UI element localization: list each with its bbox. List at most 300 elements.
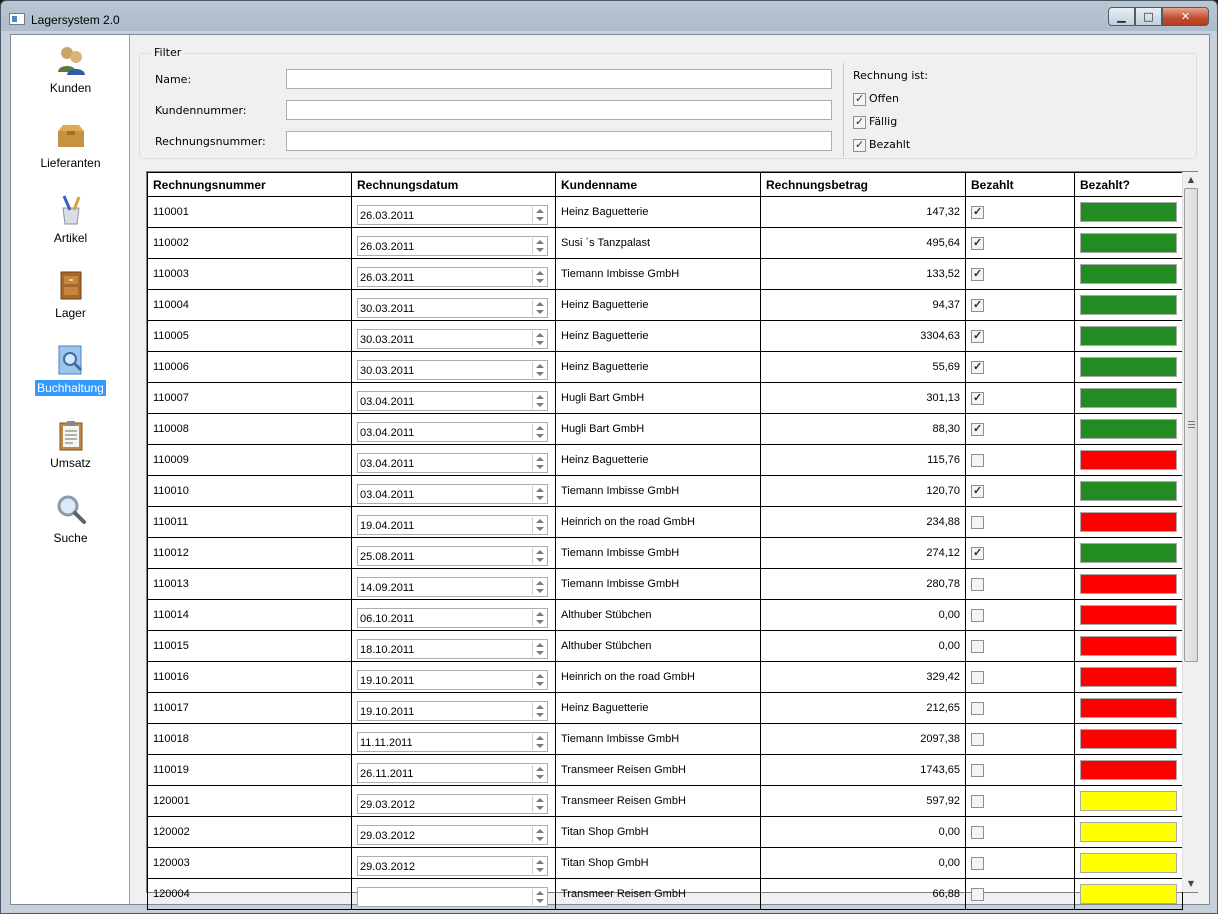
bezahlt-checkbox[interactable] [971,361,984,374]
cell-rechnungsbetrag: 55,69 [761,352,966,383]
date-spinner-icon[interactable] [532,548,546,564]
table-row[interactable] [148,879,1183,910]
date-input[interactable] [357,453,548,473]
status-indicator [1080,605,1177,625]
cell-rechnungsbetrag: 0,00 [761,848,966,879]
status-indicator [1080,512,1177,532]
scroll-thumb[interactable] [1184,188,1198,662]
bezahlt-checkbox[interactable] [971,888,984,901]
date-input[interactable] [357,484,548,504]
cell-kundenname: Althuber Stübchen [556,600,761,631]
cell-rechnungsbetrag: 0,00 [761,600,966,631]
cell-rechnungsnummer: 110012 [148,538,352,569]
checkbox-box[interactable] [853,93,866,106]
cell-kundenname: Susi ´s Tanzpalast [556,228,761,259]
date-input[interactable] [357,236,548,256]
filter-divider [843,63,844,157]
box-icon [55,119,87,151]
cell-rechnungsnummer: 110017 [148,693,352,724]
cell-status [1075,507,1183,538]
date-spinner-icon[interactable] [532,207,546,223]
sidebar-item-artikel[interactable] [11,190,130,260]
cell-status [1075,197,1183,228]
date-spinner-icon[interactable] [532,765,546,781]
status-indicator [1080,295,1177,315]
table-row[interactable] [148,693,1183,724]
table-row[interactable] [148,569,1183,600]
date-value: 26.03.2011 [360,210,415,222]
status-indicator [1080,326,1177,346]
date-input[interactable] [357,825,548,845]
date-value: 03.04.2011 [360,427,415,439]
faellig-checkbox[interactable] [853,115,897,129]
status-indicator [1080,853,1177,873]
cell-rechnungsbetrag: 0,00 [761,817,966,848]
date-input[interactable] [357,763,548,783]
cell-bezahlt [966,724,1075,755]
bezahlt-checkbox[interactable] [853,138,910,152]
window-controls [1108,7,1209,26]
status-indicator [1080,574,1177,594]
date-value: 25.08.2011 [360,551,415,563]
bezahlt-checkbox[interactable] [971,857,984,870]
cell-rechnungsnummer: 120001 [148,786,352,817]
date-spinner-icon[interactable] [532,858,546,874]
cell-status [1075,352,1183,383]
bezahlt-checkbox[interactable] [971,764,984,777]
status-indicator [1080,698,1177,718]
sidebar-item-suche[interactable] [11,490,130,560]
cell-rechnungsnummer: 110002 [148,228,352,259]
bezahlt-checkbox[interactable] [971,268,984,281]
date-spinner-icon[interactable] [532,331,546,347]
date-input[interactable] [357,360,548,380]
sidebar-item-buchhaltung[interactable] [11,340,130,410]
date-value: 19.04.2011 [360,520,415,532]
table-row[interactable] [148,352,1183,383]
date-input[interactable] [357,205,548,225]
date-spinner-icon[interactable] [532,734,546,750]
cell-rechnungsdatum [352,848,556,879]
cell-kundenname: Tiemann Imbisse GmbH [556,476,761,507]
status-indicator [1080,667,1177,687]
date-value: 26.03.2011 [360,272,415,284]
cell-status [1075,383,1183,414]
cell-status [1075,879,1183,910]
cell-rechnungsdatum [352,507,556,538]
column-header-rechnungsnummer[interactable]: Rechnungsnummer [148,173,352,197]
table-row[interactable] [148,445,1183,476]
table-body [148,197,1183,910]
date-spinner-icon[interactable] [532,641,546,657]
cell-kundenname: Tiemann Imbisse GmbH [556,724,761,755]
cell-rechnungsbetrag: 2097,38 [761,724,966,755]
date-input[interactable] [357,546,548,566]
cell-rechnungsbetrag: 3304,63 [761,321,966,352]
cell-rechnungsnummer: 110019 [148,755,352,786]
bezahlt-checkbox[interactable] [971,516,984,529]
cell-status [1075,662,1183,693]
cell-status [1075,569,1183,600]
table-row[interactable] [148,817,1183,848]
cell-bezahlt [966,631,1075,662]
sidebar-item-lieferanten[interactable] [11,115,130,185]
sidebar-item-label: Buchhaltung [37,381,104,395]
date-input[interactable] [357,701,548,721]
status-indicator [1080,822,1177,842]
kundennummer-label: Kundennummer: [155,104,247,117]
cell-kundenname: Transmeer Reisen GmbH [556,755,761,786]
name-input[interactable] [286,69,832,89]
cell-rechnungsdatum [352,693,556,724]
status-indicator [1080,543,1177,563]
cell-status [1075,817,1183,848]
cell-kundenname: Heinz Baguetterie [556,693,761,724]
date-input[interactable] [357,577,548,597]
table-row[interactable] [148,662,1183,693]
table-row[interactable] [148,383,1183,414]
offen-checkbox[interactable] [853,92,899,106]
date-value: 26.11.2011 [360,768,414,780]
cell-bezahlt [966,662,1075,693]
cell-status [1075,228,1183,259]
date-spinner-icon[interactable] [532,703,546,719]
bezahlt-checkbox[interactable] [971,299,984,312]
cell-rechnungsnummer: 120002 [148,817,352,848]
cell-kundenname: Heinz Baguetterie [556,352,761,383]
date-spinner-icon[interactable] [532,579,546,595]
date-input[interactable] [357,670,548,690]
sidebar-item-label: Lieferanten [40,156,101,170]
bezahlt-checkbox[interactable] [971,640,984,653]
date-input[interactable] [357,794,548,814]
cell-rechnungsbetrag: 88,30 [761,414,966,445]
cell-rechnungsbetrag: 66,88 [761,879,966,910]
table-row[interactable] [148,600,1183,631]
date-input[interactable] [357,329,548,349]
table-row[interactable] [148,414,1183,445]
bezahlt-checkbox[interactable] [971,237,984,250]
date-spinner-icon[interactable] [532,393,546,409]
date-spinner-icon[interactable] [532,486,546,502]
cell-bezahlt [966,414,1075,445]
table-row[interactable] [148,228,1183,259]
date-spinner-icon[interactable] [532,889,546,905]
status-indicator [1080,202,1177,222]
bezahlt-checkbox[interactable] [971,423,984,436]
bezahlt-checkbox[interactable] [971,795,984,808]
scroll-up-arrow[interactable]: ▲ [1187,175,1195,184]
table-row[interactable] [148,786,1183,817]
sidebar-item-label: Umsatz [50,456,91,470]
cell-status [1075,631,1183,662]
date-value: 18.10.2011 [360,644,415,656]
cell-rechnungsbetrag: 115,76 [761,445,966,476]
cell-rechnungsbetrag: 212,65 [761,693,966,724]
bezahlt-checkbox[interactable] [971,578,984,591]
date-spinner-icon[interactable] [532,517,546,533]
date-spinner-icon[interactable] [532,238,546,254]
cell-kundenname: Transmeer Reisen GmbH [556,879,761,910]
column-header-rechnungsdatum[interactable]: Rechnungsdatum [352,173,556,197]
cell-rechnungsnummer: 120003 [148,848,352,879]
cell-rechnungsdatum [352,662,556,693]
date-input[interactable] [357,608,548,628]
column-header-rechnungsbetrag[interactable]: Rechnungsbetrag [761,173,966,197]
table-row[interactable] [148,197,1183,228]
column-header-bezahlt[interactable]: Bezahlt [966,173,1075,197]
cell-kundenname: Titan Shop GmbH [556,848,761,879]
cell-rechnungsbetrag: 234,88 [761,507,966,538]
date-value: 30.03.2011 [360,303,415,315]
cell-rechnungsbetrag: 495,64 [761,228,966,259]
cell-rechnungsbetrag: 147,32 [761,197,966,228]
cell-kundenname: Heinz Baguetterie [556,321,761,352]
cell-kundenname: Titan Shop GmbH [556,817,761,848]
ledger-icon [55,344,87,376]
date-value: 29.03.2012 [360,799,416,811]
sidebar-item-umsatz[interactable] [11,415,130,485]
bezahlt-checkbox[interactable] [971,454,984,467]
date-spinner-icon[interactable] [532,424,546,440]
cell-status [1075,414,1183,445]
date-input[interactable] [357,422,548,442]
cell-rechnungsnummer: 110013 [148,569,352,600]
app-icon [9,13,25,25]
cell-rechnungsdatum [352,786,556,817]
date-value: 29.03.2012 [360,830,416,842]
rechnungsnummer-input[interactable] [286,131,832,151]
cell-kundenname: Tiemann Imbisse GmbH [556,259,761,290]
window-title: Lagersystem 2.0 [31,13,120,27]
bezahlt-checkbox[interactable] [971,671,984,684]
cell-rechnungsbetrag: 329,42 [761,662,966,693]
date-value: 14.09.2011 [360,582,415,594]
cell-rechnungsdatum [352,321,556,352]
bezahlt-checkbox[interactable] [971,206,984,219]
status-indicator [1080,884,1177,904]
cell-rechnungsbetrag: 280,78 [761,569,966,600]
cell-rechnungsbetrag: 1743,65 [761,755,966,786]
title-bar[interactable] [1,1,1217,34]
name-label: Name: [155,73,192,86]
rechnung-ist-label: Rechnung ist: [853,69,929,82]
date-input[interactable] [357,856,548,876]
date-value: 30.03.2011 [360,365,415,377]
cell-rechnungsnummer: 110009 [148,445,352,476]
cell-status [1075,259,1183,290]
cell-status [1075,476,1183,507]
cell-bezahlt [966,476,1075,507]
table-row[interactable] [148,538,1183,569]
cell-bezahlt [966,755,1075,786]
cell-bezahlt [966,383,1075,414]
cell-rechnungsnummer: 110005 [148,321,352,352]
cell-bezahlt [966,538,1075,569]
cell-rechnungsdatum [352,383,556,414]
bezahlt-checkbox[interactable] [971,826,984,839]
cell-rechnungsnummer: 110014 [148,600,352,631]
cell-status [1075,290,1183,321]
table-row[interactable] [148,848,1183,879]
invoice-table[interactable] [146,171,1198,900]
table-row[interactable] [148,631,1183,662]
offen-label: Offen [869,92,899,105]
date-input[interactable] [357,732,548,752]
table-header-row [148,173,1183,197]
cell-bezahlt [966,817,1075,848]
magnifier-icon [55,494,87,526]
cell-rechnungsnummer: 110016 [148,662,352,693]
date-spinner-icon[interactable] [532,455,546,471]
bezahlt-checkbox[interactable] [971,330,984,343]
scroll-down-arrow[interactable]: ▼ [1187,879,1195,888]
cell-rechnungsdatum [352,197,556,228]
cell-bezahlt [966,507,1075,538]
status-indicator [1080,233,1177,253]
cell-rechnungsbetrag: 120,70 [761,476,966,507]
kundennummer-input[interactable] [286,100,832,120]
table-row[interactable] [148,259,1183,290]
date-spinner-icon[interactable] [532,672,546,688]
date-spinner-icon[interactable] [532,796,546,812]
scroll-grip-icon [1188,421,1195,428]
cell-bezahlt [966,197,1075,228]
cell-bezahlt [966,228,1075,259]
cell-status [1075,538,1183,569]
date-spinner-icon[interactable] [532,362,546,378]
date-input[interactable] [357,267,548,287]
cell-rechnungsnummer: 110015 [148,631,352,662]
vertical-scrollbar[interactable] [1182,172,1198,892]
date-input[interactable] [357,515,548,535]
sidebar-item-label: Artikel [53,231,88,245]
cell-rechnungsdatum [352,228,556,259]
faellig-label: Fällig [869,115,898,128]
sidebar [11,35,130,904]
cell-bezahlt [966,786,1075,817]
cabinet-icon [55,269,87,301]
sidebar-item-lager[interactable] [11,265,130,335]
cell-rechnungsnummer: 120004 [148,879,352,910]
cell-rechnungsnummer: 110018 [148,724,352,755]
date-value: 19.10.2011 [360,706,415,718]
cell-rechnungsnummer: 110006 [148,352,352,383]
cell-status [1075,321,1183,352]
cell-rechnungsdatum [352,817,556,848]
cell-bezahlt [966,879,1075,910]
sidebar-item-label: Kunden [49,81,92,95]
cell-rechnungsnummer: 110003 [148,259,352,290]
cell-rechnungsdatum [352,290,556,321]
date-input[interactable] [357,639,548,659]
close-button[interactable]: ✕ [1162,7,1209,26]
cell-rechnungsdatum [352,631,556,662]
cell-bezahlt [966,290,1075,321]
bezahlt-checkbox[interactable] [971,609,984,622]
bezahlt-checkbox[interactable] [971,485,984,498]
cell-rechnungsdatum [352,259,556,290]
date-value: 26.03.2011 [360,241,415,253]
date-value: 29.03.2012 [360,861,416,873]
users-icon [55,44,87,76]
cell-rechnungsdatum [352,538,556,569]
table-row[interactable] [148,290,1183,321]
sidebar-item-label: Lager [55,306,86,320]
minimize-button[interactable]: ▁ [1108,7,1135,26]
cell-kundenname: Heinrich on the road GmbH [556,662,761,693]
date-value: 30.03.2011 [360,334,415,346]
table-row[interactable] [148,755,1183,786]
cell-rechnungsnummer: 110004 [148,290,352,321]
cell-kundenname: Transmeer Reisen GmbH [556,786,761,817]
date-value: 03.04.2011 [360,489,415,501]
cell-kundenname: Heinrich on the road GmbH [556,507,761,538]
cell-status [1075,755,1183,786]
sidebar-item-kunden[interactable] [11,40,130,110]
cell-rechnungsdatum [352,755,556,786]
cell-rechnungsdatum [352,724,556,755]
table-row[interactable] [148,724,1183,755]
bezahlt-checkbox[interactable] [971,702,984,715]
cell-bezahlt [966,445,1075,476]
checkbox-box[interactable] [853,139,866,152]
column-header-bezahlt-status[interactable]: Bezahlt? [1075,173,1183,197]
cell-rechnungsnummer: 110007 [148,383,352,414]
checkbox-box[interactable] [853,116,866,129]
column-header-kundenname[interactable]: Kundenname [556,173,761,197]
cell-rechnungsdatum [352,476,556,507]
date-spinner-icon[interactable] [532,269,546,285]
cell-rechnungsbetrag: 274,12 [761,538,966,569]
cell-status [1075,786,1183,817]
cell-kundenname: Heinz Baguetterie [556,197,761,228]
bezahlt-checkbox[interactable] [971,733,984,746]
filter-title: Filter [151,46,184,59]
table-row[interactable] [148,507,1183,538]
bezahlt-checkbox[interactable] [971,547,984,560]
status-indicator [1080,357,1177,377]
cell-bezahlt [966,693,1075,724]
table-row[interactable] [148,476,1183,507]
date-value: 11.11.2011 [360,737,413,749]
cell-rechnungsnummer: 110011 [148,507,352,538]
date-input[interactable] [357,298,548,318]
date-input[interactable] [357,887,548,907]
client-area [10,34,1210,905]
cell-rechnungsnummer: 110008 [148,414,352,445]
maximize-button[interactable]: □ [1135,7,1162,26]
date-spinner-icon[interactable] [532,300,546,316]
bezahlt-label: Bezahlt [869,138,911,151]
cell-rechnungsnummer: 110001 [148,197,352,228]
bezahlt-checkbox[interactable] [971,392,984,405]
cell-kundenname: Heinz Baguetterie [556,445,761,476]
cell-status [1075,724,1183,755]
date-spinner-icon[interactable] [532,827,546,843]
date-input[interactable] [357,391,548,411]
table-row[interactable] [148,321,1183,352]
cell-status [1075,445,1183,476]
status-indicator [1080,450,1177,470]
date-spinner-icon[interactable] [532,610,546,626]
status-indicator [1080,264,1177,284]
cell-rechnungsbetrag: 133,52 [761,259,966,290]
cell-kundenname: Tiemann Imbisse GmbH [556,569,761,600]
cell-bezahlt [966,600,1075,631]
status-indicator [1080,481,1177,501]
cell-bezahlt [966,848,1075,879]
